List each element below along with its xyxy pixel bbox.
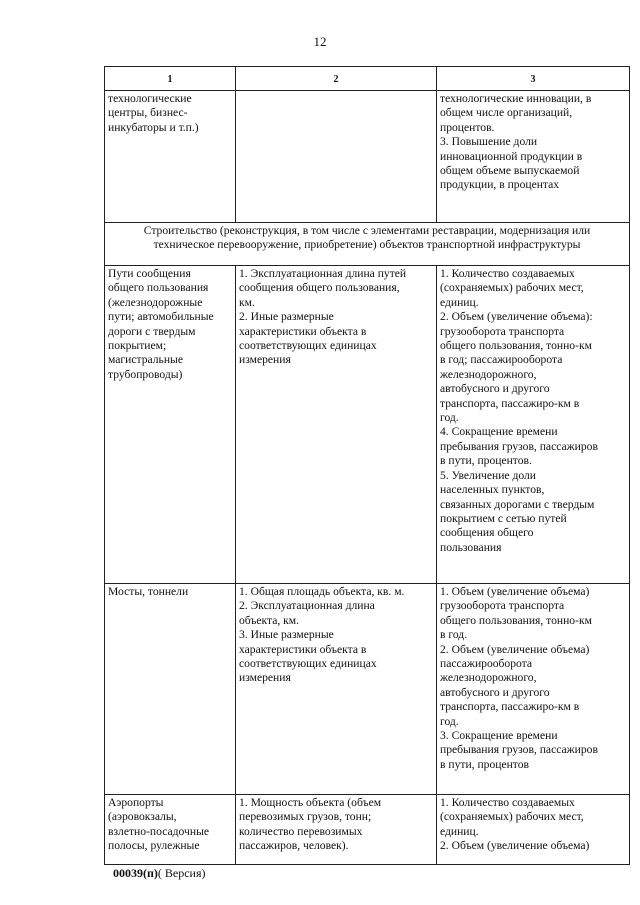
cell-text-line: взлетно-посадочные <box>108 824 210 838</box>
capacity-cell <box>236 584 437 795</box>
cell-text-line: автобусного и другого <box>440 382 550 396</box>
indicators-cell <box>437 91 630 223</box>
cell-text-line: автобусного и другого <box>440 685 550 699</box>
indicators-cell <box>437 795 630 865</box>
cell-text-line: 2. Объем (увеличение объема) <box>440 642 590 656</box>
cell-text-line: технологические инновации, в <box>440 92 592 105</box>
cell-text-line: дороги с твердым <box>108 324 196 338</box>
cell-text-line: характеристики объекта в <box>239 324 367 338</box>
cell-text-line: год. <box>440 411 459 425</box>
cell-text-line: покрытием; <box>108 339 167 353</box>
cell-text-line: инновационной продукции в <box>440 149 583 163</box>
cell-text-line: (сохраняемых) рабочих мест, <box>440 810 584 824</box>
document-code: 00039(п) <box>113 866 158 880</box>
cell-text-line: объекта, км. <box>239 613 300 627</box>
cell-text-line: Пути сообщения <box>108 267 191 280</box>
cell-text-line: единиц. <box>440 824 479 838</box>
capacity-cell <box>236 91 437 223</box>
cell-text-line: 2. Объем (увеличение объема) <box>440 839 590 853</box>
cell-text-line: сообщения общего <box>440 526 534 540</box>
cell-text-line: магистральные <box>108 353 183 367</box>
object-type-cell <box>105 795 236 865</box>
cell-text-line: 3. Сокращение времени <box>440 729 558 743</box>
page-number: 12 <box>313 34 327 49</box>
cell-text-line: общего пользования <box>108 281 209 295</box>
cell-text-line: 4. Сокращение времени <box>440 425 558 439</box>
table-row <box>105 795 630 865</box>
table-header-row <box>105 67 630 91</box>
cell-text-line: пребывания грузов, пассажиров <box>440 439 598 453</box>
indicators-cell <box>437 266 630 584</box>
cell-text-line: 1. Общая площадь объекта, кв. м. <box>239 585 405 598</box>
cell-text-line: год. <box>440 714 459 728</box>
object-type-cell <box>105 91 236 223</box>
cell-text-line: 1. Количество создаваемых <box>440 796 575 809</box>
table-row <box>105 584 630 795</box>
cell-text-line: общем числе организаций, <box>440 106 573 120</box>
cell-text-line: пребывания грузов, пассажиров <box>440 743 598 757</box>
cell-text-line: Аэропорты <box>108 796 164 809</box>
object-type-cell <box>105 266 236 584</box>
cell-text-line: 2. Иные размерные <box>239 310 334 324</box>
cell-text-line: транспорта, пассажиро-км в <box>440 396 580 410</box>
table-row <box>105 266 630 584</box>
cell-text-line: в пути, процентов. <box>440 454 532 468</box>
cell-text-line: трубопроводы) <box>108 367 183 381</box>
cell-text-line: населенных пунктов, <box>440 483 545 497</box>
object-type-cell <box>105 584 236 795</box>
cell-text-line: единиц. <box>440 295 479 309</box>
cell-text-line: пути; автомобильные <box>108 310 214 324</box>
cell-text-line: грузооборота транспорта <box>440 599 565 613</box>
cell-text-line: количество перевозимых <box>239 824 363 838</box>
cell-text-line: измерения <box>239 353 291 367</box>
cell-text-line: транспорта, пассажиро-км в <box>440 700 580 714</box>
cell-text-line: 2. Объем (увеличение объема): <box>440 310 593 324</box>
cell-text-line: измерения <box>239 671 291 685</box>
cell-text-line: 3. Иные размерные <box>239 628 334 642</box>
cell-text-line: 1. Эксплуатационная длина путей <box>239 267 407 280</box>
column-header-1: 1 <box>105 67 236 91</box>
cell-text-line: пассажирооборота <box>440 657 533 671</box>
cell-text-line: полосы, рулежные <box>108 839 200 853</box>
cell-text-line: грузооборота транспорта <box>440 324 565 338</box>
cell-text-line: 3. Повышение доли <box>440 135 538 149</box>
indicators-cell <box>437 584 630 795</box>
cell-text-line: железнодорожного, <box>440 671 537 685</box>
cell-text-line: 1. Мощность объекта (объем <box>239 796 382 809</box>
cell-text-line: связанных дорогами с твердым <box>440 497 595 511</box>
cell-text-line: покрытием с сетью путей <box>440 511 567 525</box>
cell-text-line: в год; пассажирооборота <box>440 353 563 367</box>
cell-text-line: общего пользования, тонно-км <box>440 613 592 627</box>
table-row <box>105 91 630 223</box>
criteria-table <box>104 66 630 865</box>
column-header-2: 2 <box>236 67 437 91</box>
cell-text-line: перевозимых грузов, тонн; <box>239 810 372 824</box>
cell-text-line: общем объеме выпускаемой <box>440 164 580 178</box>
column-header-3: 3 <box>437 67 630 91</box>
cell-text-line: Мосты, тоннели <box>108 585 189 598</box>
cell-text-line: процентов. <box>440 120 495 134</box>
cell-text-line: (аэровокзалы, <box>108 810 177 824</box>
cell-text-line: 1. Объем (увеличение объема) <box>440 585 590 598</box>
cell-text-line: 2. Эксплуатационная длина <box>239 599 375 613</box>
cell-text-line: характеристики объекта в <box>239 642 367 656</box>
cell-text-line: общего пользования, тонно-км <box>440 339 592 353</box>
cell-text-line: центры, бизнес- <box>108 106 188 120</box>
section-row <box>105 223 630 266</box>
cell-text-line: км. <box>239 295 255 309</box>
cell-text-line: (железнодорожные <box>108 295 203 309</box>
cell-text-line: 5. Увеличение доли <box>440 468 536 482</box>
cell-text-line: инкубаторы и т.п.) <box>108 120 199 134</box>
document-footer <box>113 866 206 881</box>
cell-text-line: в год. <box>440 628 468 642</box>
cell-text-line: Строительство (реконструкция, в том числе с элементами реставрации, модернизация или <box>143 224 591 237</box>
capacity-cell <box>236 266 437 584</box>
capacity-cell <box>236 795 437 865</box>
cell-text-line: технологические <box>108 92 192 105</box>
cell-text-line: продукции, в процентах <box>440 178 560 192</box>
cell-text-line: соответствующих единицах <box>239 339 377 353</box>
cell-text-line: железнодорожного, <box>440 367 537 381</box>
cell-text-line: техническое перевооружение, приобретение) объектов транспортной инфраструктуры <box>153 238 581 252</box>
cell-text-line: соответствующих единицах <box>239 657 377 671</box>
cell-text-line: 1. Количество создаваемых <box>440 267 575 280</box>
cell-text-line: (сохраняемых) рабочих мест, <box>440 281 584 295</box>
cell-text-line: сообщения общего пользования, <box>239 281 400 295</box>
document-version: ( Версия) <box>157 866 206 880</box>
cell-text-line: в пути, процентов <box>440 757 529 771</box>
cell-text-line: пользования <box>440 540 502 554</box>
cell-text-line: пассажиров, человек). <box>239 839 349 853</box>
section-title <box>105 223 630 266</box>
